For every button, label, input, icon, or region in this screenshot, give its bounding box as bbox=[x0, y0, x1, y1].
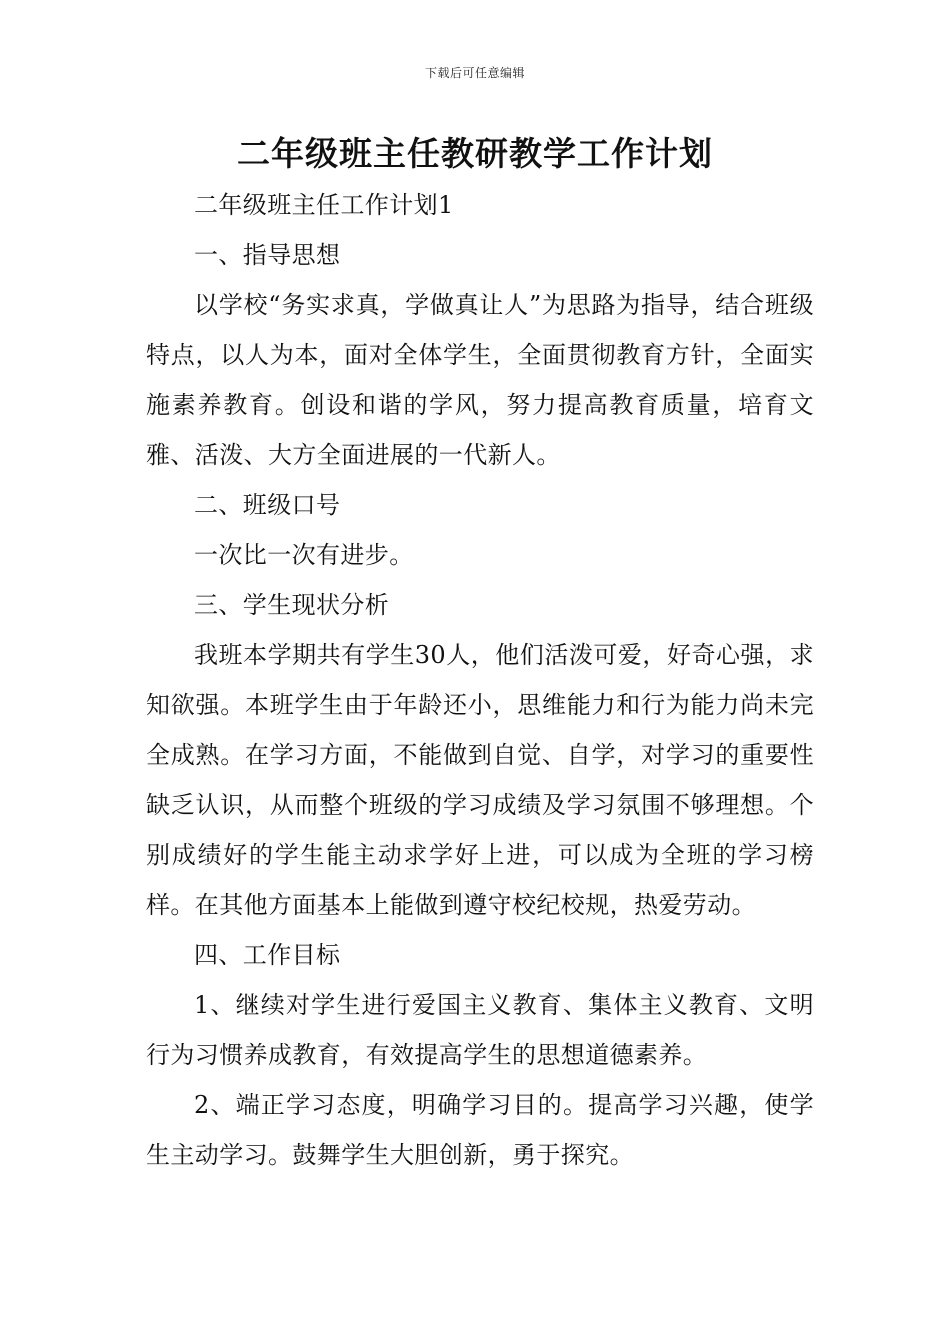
document-title: 二年级班主任教研教学工作计划 bbox=[237, 134, 713, 173]
paragraph-goal-2: 2、端正学习态度，明确学习目的。提高学习兴趣，使学生主动学习。鼓舞学生大胆创新，勇于探究。 bbox=[146, 1091, 814, 1169]
section-heading-work-goals: 四、工作目标 bbox=[194, 941, 341, 969]
paragraph-guiding-thought: 以学校“务实求真，学做真让人”为思路为指导，结合班级特点，以人为本，面对全体学生，全面贯彻教育方针，全面实施素养教育。创设和谐的学风，努力提高教育质量，培育文雅、活泼、大方全面进展的一代新人。 bbox=[146, 291, 814, 469]
section-heading-student-analysis: 三、学生现状分析 bbox=[194, 591, 390, 619]
header-note: 下载后可任意编辑 bbox=[424, 66, 525, 80]
paragraph-student-analysis: 我班本学期共有学生30人，他们活泼可爱，好奇心强，求知欲强。本班学生由于年龄还小，思维能力和行为能力尚未完全成熟。在学习方面，不能做到自觉、自学，对学习的重要性缺乏认识，从而整个班级的学习成绩及学习氛围不够理想。个别成绩好的学生能主动求学好上进，可以成为全班的学习榜样。在其他方面基本上能做到遵守校纪校规，热爱劳动。 bbox=[146, 641, 814, 919]
section-heading-class-slogan: 二、班级口号 bbox=[194, 491, 341, 519]
plan-subtitle: 二年级班主任工作计划1 bbox=[194, 191, 454, 219]
paragraph-goal-1: 1、继续对学生进行爱国主义教育、集体主义教育、文明行为习惯养成教育，有效提高学生的思想道德素养。 bbox=[146, 991, 814, 1069]
document-body bbox=[146, 180, 814, 1180]
paragraph-class-slogan: 一次比一次有进步。 bbox=[194, 541, 414, 569]
section-heading-guiding-thought: 一、指导思想 bbox=[194, 241, 341, 269]
